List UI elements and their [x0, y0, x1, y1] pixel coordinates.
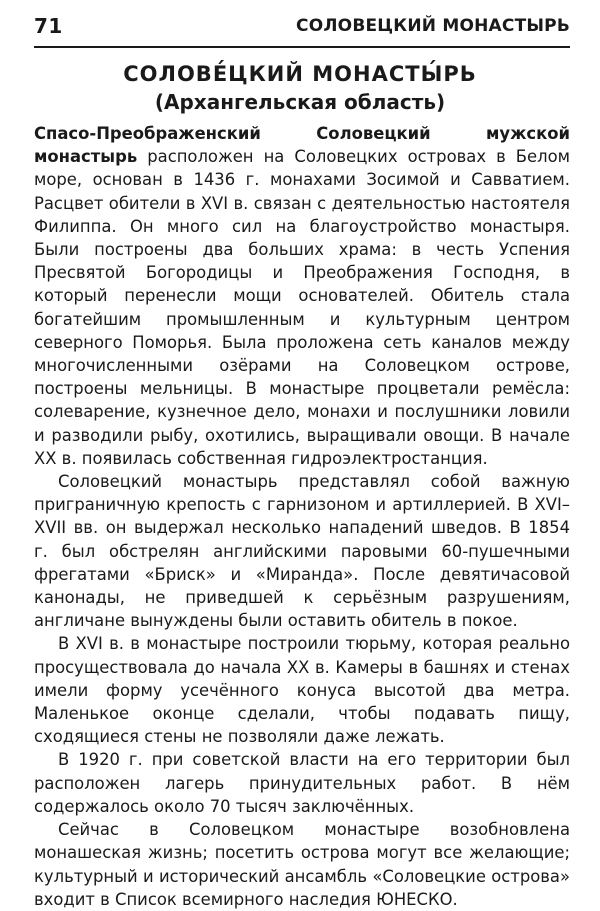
article-subtitle: (Архангельская область) — [154, 90, 446, 114]
paragraph-5: Сейчас в Соловецком монастыре возобновлена монашеская жизнь; посетить острова могут все желающие; культурный и исторический ансамбль «Соловецкие острова» входит в Список всемирного наследия ЮНЕСКО. — [34, 820, 570, 909]
paragraph-1 — [34, 122, 570, 470]
running-header — [34, 10, 570, 48]
article-body — [34, 122, 570, 911]
paragraph-3: В XVI в. в монастыре построили тюрьму, которая реально просуществовала до начала XX в. Камеры в башнях и стенах имели форму усечённого конуса высотой два метра. Маленькое оконце сделали, чтобы подавать пищу, сходящиеся стены не позволяли даже лежать. — [34, 634, 570, 747]
article-heading — [30, 60, 570, 116]
paragraph-1-text: расположен на Соловецких островах в Белом море, основан в 1436 г. монахами Зосимой и Савватием. Расцвет обители в XVI в. связан с деятельностью настоятеля Филиппа. Он много сил на благоустройство монастыря. Были построены два больших храма: в честь Успения Пресвятой Богородицы и Преображения Господня, в который перенесли мощи основателей. Обитель стала богатейшим промышленным и культурным центром северного Поморья. Была проложена сеть каналов между многочисленными озёрами на Соловецком острове, построены мельницы. В монастыре процветали ремёсла: солеварение, кузнечное дело, монахи и послушники ловили и разводили рыбу, охотились, выращивали овощи. В начале XX в. появилась собственная гидроэлектростанция. — [34, 147, 570, 468]
running-title: СОЛОВЕЦКИЙ МОНАСТЫРЬ — [296, 16, 570, 36]
lead-phrase: Спасо-Преображенский Соловецкий мужской монастырь — [34, 124, 570, 167]
page-number: 71 — [34, 14, 63, 38]
article-title: СОЛОВЕ́ЦКИЙ МОНАСТЫ́РЬ — [123, 62, 477, 86]
paragraph-4: В 1920 г. при советской власти на его территории был расположен лагерь принудительных работ. В нём содержалось около 70 тысяч заключённых. — [34, 750, 570, 816]
paragraph-2: Соловецкий монастырь представлял собой важную приграничную крепость с гарнизоном и артиллерией. В XVI–XVII вв. он выдержал несколько нападений шведов. В 1854 г. был обстрелян английскими паровыми 60-пушечными фрегатами «Бриск» и «Миранда». После девятичасовой канонады, не приведшей к серьёзным разрушениям, англичане вынуждены были оставить обитель в покое. — [34, 472, 570, 631]
